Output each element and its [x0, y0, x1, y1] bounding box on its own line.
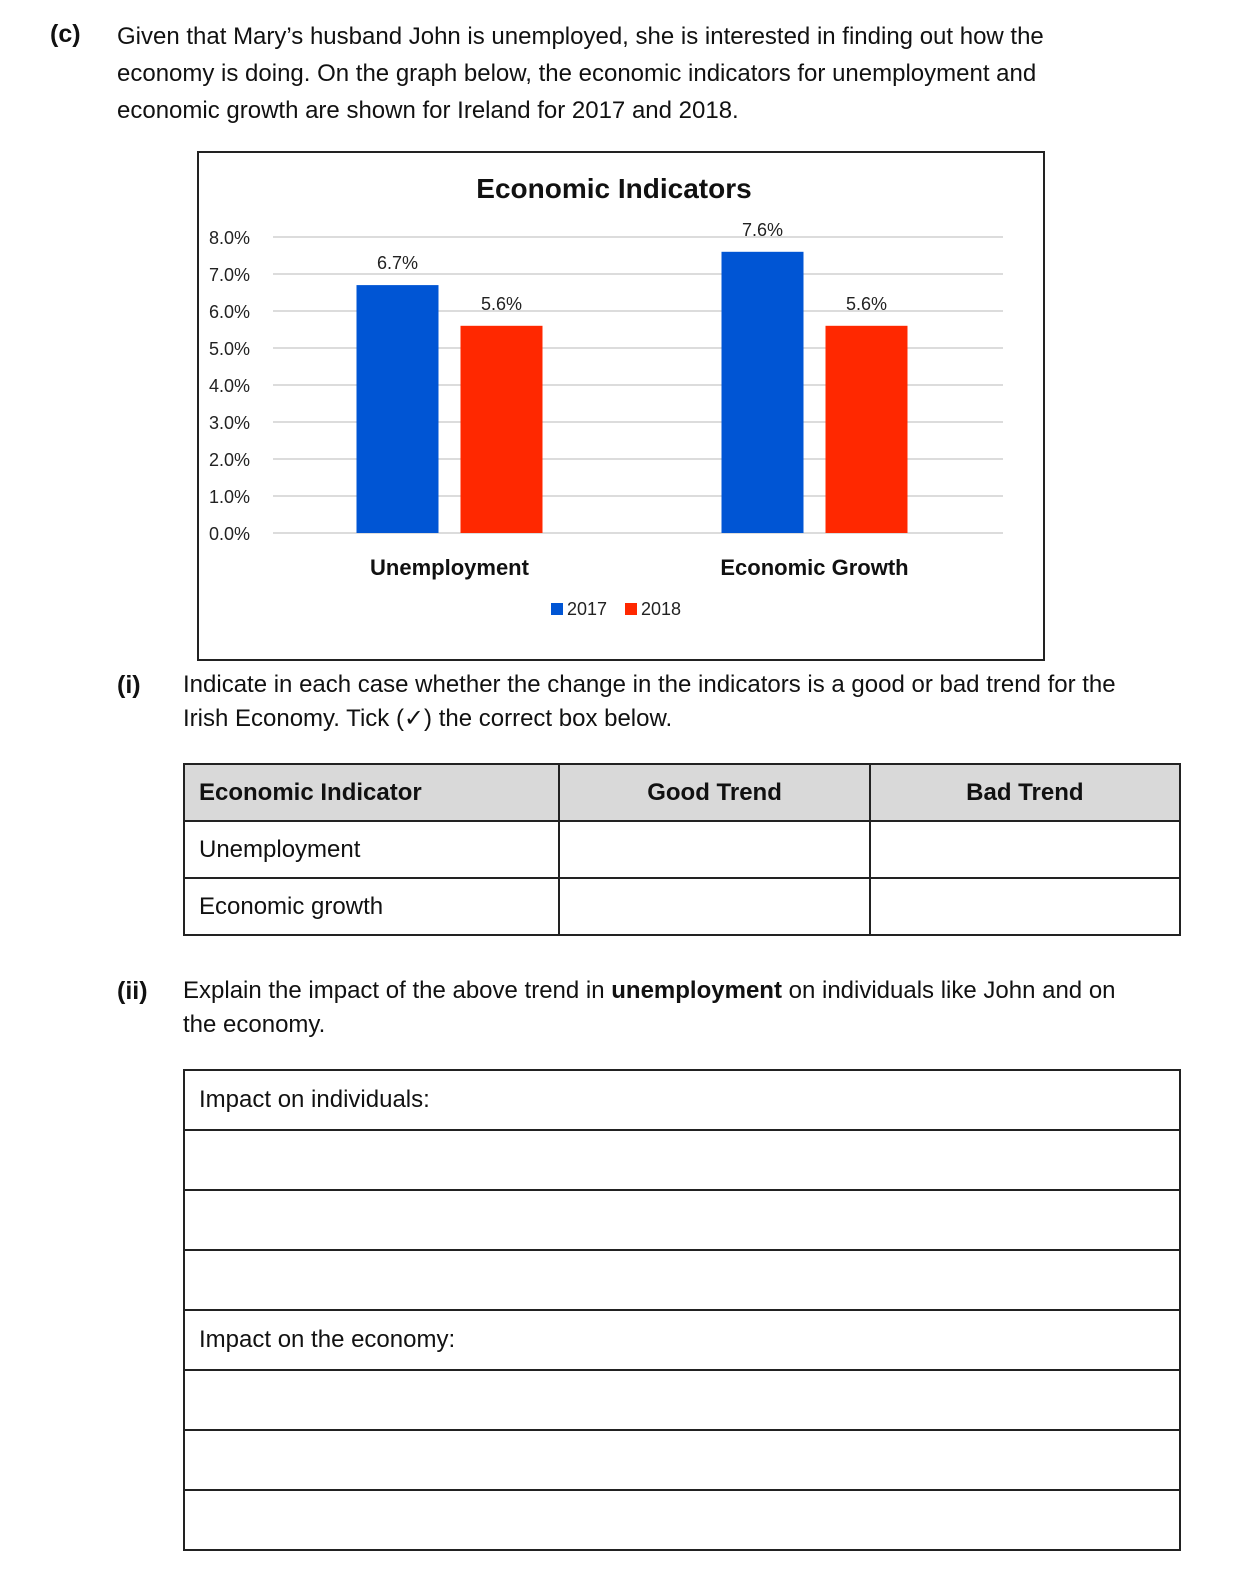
part-ii-text-after: on individuals like John and on the economy. — [183, 977, 1116, 1038]
bar-chart — [199, 153, 1043, 659]
chart-frame — [197, 151, 1045, 661]
y-tick-label: 5.0% — [209, 339, 251, 359]
y-tick-label: 1.0% — [209, 487, 251, 507]
data-label: 6.7% — [376, 253, 419, 274]
row-label-unemployment: Unemployment — [184, 821, 559, 878]
legend-label-2018: 2018 — [641, 599, 682, 619]
impact-table — [183, 1069, 1181, 1551]
header-economic-indicator: Economic Indicator — [184, 764, 559, 821]
category-label: Unemployment — [370, 555, 529, 580]
data-label: 7.6% — [741, 219, 784, 240]
table-row — [184, 878, 1180, 935]
economy-answer-line-1[interactable] — [184, 1370, 1180, 1430]
bar-2017-unemployment — [357, 285, 439, 533]
part-c-question: Given that Mary’s husband John is unemployed, she is interested in finding out how the economy is doing. On the graph below, the economic indicators for unemployment and economic growth are shown for Ireland for 2017 and 2018. — [117, 23, 1044, 124]
unemployment-bad-trend-box[interactable] — [870, 821, 1180, 878]
legend-swatch-2018 — [625, 603, 637, 615]
y-tick-label: 8.0% — [209, 228, 251, 248]
chart-title: Economic Indicators — [476, 173, 752, 204]
header-bad-trend: Bad Trend — [870, 764, 1180, 821]
trend-table-header — [184, 764, 1180, 821]
y-tick-label: 2.0% — [209, 450, 251, 470]
part-ii-text-before: Explain the impact of the above trend in — [183, 977, 612, 1004]
legend-label-2017: 2017 — [567, 599, 608, 619]
bar-2017-economic-growth — [722, 252, 804, 533]
y-tick-label: 6.0% — [209, 302, 251, 322]
part-ii-question — [183, 974, 1148, 1042]
legend-swatch-2017 — [551, 603, 563, 615]
economy-answer-line-2[interactable] — [184, 1430, 1180, 1490]
y-tick-label: 4.0% — [209, 376, 251, 396]
impact-individuals-label: Impact on individuals: — [184, 1070, 1180, 1130]
y-tick-label: 7.0% — [209, 265, 251, 285]
header-good-trend: Good Trend — [559, 764, 869, 821]
category-label: Economic Growth — [720, 555, 909, 580]
bar-2018-economic-growth — [826, 326, 908, 533]
bar-2018-unemployment — [461, 326, 543, 533]
data-label: 5.6% — [480, 293, 523, 314]
individuals-answer-line-3[interactable] — [184, 1250, 1180, 1310]
impact-economy-label: Impact on the economy: — [184, 1310, 1180, 1370]
unemployment-good-trend-box[interactable] — [559, 821, 869, 878]
y-tick-label: 0.0% — [209, 524, 251, 544]
economic-growth-bad-trend-box[interactable] — [870, 878, 1180, 935]
economy-answer-line-3[interactable] — [184, 1490, 1180, 1550]
individuals-answer-line-2[interactable] — [184, 1190, 1180, 1250]
row-label-economic-growth: Economic growth — [184, 878, 559, 935]
economic-growth-good-trend-box[interactable] — [559, 878, 869, 935]
part-i-question: Indicate in each case whether the change in the indicators is a good or bad trend for the Irish Economy. Tick (✓) the correct box below. — [183, 671, 1116, 732]
trend-table — [183, 763, 1181, 936]
individuals-answer-line-1[interactable] — [184, 1130, 1180, 1190]
part-i-label: (i) — [117, 671, 141, 699]
part-c-label: (c) — [50, 20, 81, 48]
y-tick-label: 3.0% — [209, 413, 251, 433]
data-label: 5.6% — [845, 293, 888, 314]
part-ii-label: (ii) — [117, 977, 148, 1005]
table-row — [184, 821, 1180, 878]
part-ii-text-bold: unemployment — [611, 977, 782, 1004]
